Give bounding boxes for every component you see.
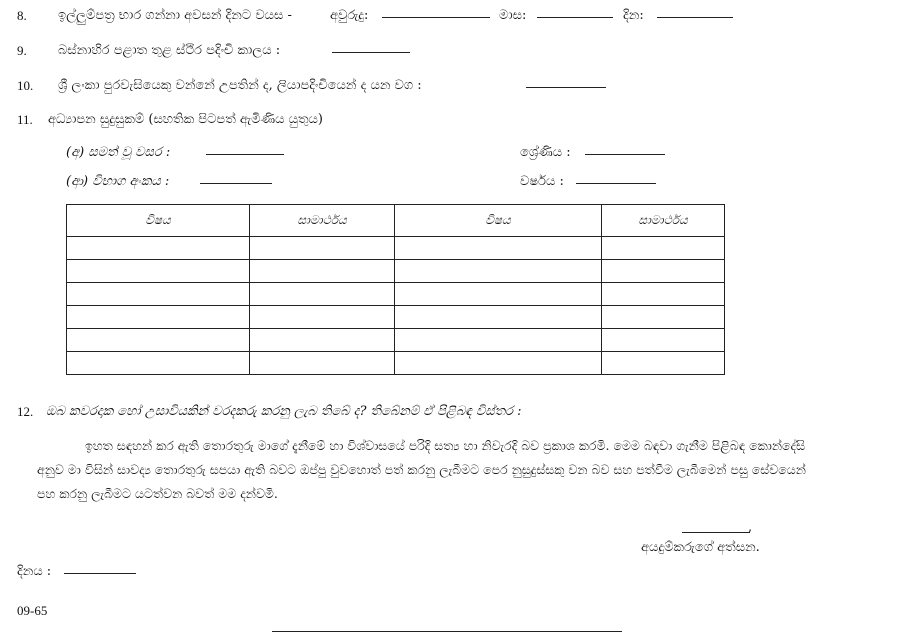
table-cell[interactable] — [250, 237, 395, 260]
footer-divider — [272, 631, 622, 632]
table-cell[interactable] — [395, 329, 602, 352]
table-header-pass-1: සාමාර්ථය — [250, 205, 395, 237]
item-8-days-label: දින: — [623, 8, 644, 23]
table-cell[interactable] — [602, 352, 725, 375]
table-cell[interactable] — [602, 306, 725, 329]
item-8-number: 8. — [17, 8, 27, 23]
item-10-field[interactable] — [526, 86, 606, 88]
item-9-field[interactable] — [332, 51, 410, 53]
table-header-row — [67, 205, 725, 237]
table-cell[interactable] — [602, 237, 725, 260]
footer-code: 09-65 — [17, 603, 48, 618]
table-cell[interactable] — [602, 329, 725, 352]
item-11-number: 11. — [17, 112, 33, 127]
item-8-months-label: මාස: — [499, 8, 527, 23]
signature-comma: , — [748, 520, 753, 535]
table-cell[interactable] — [67, 260, 250, 283]
table-cell[interactable] — [67, 283, 250, 306]
item-9-number: 9. — [17, 43, 27, 58]
item-10-number: 10. — [17, 78, 34, 93]
table-row — [67, 306, 725, 329]
table-cell[interactable] — [67, 306, 250, 329]
item-12-number: 12. — [17, 404, 34, 419]
item-8-months-field[interactable] — [537, 16, 613, 18]
table-cell[interactable] — [67, 352, 250, 375]
signature-label: අයදුම්කරුගේ අත්සන. — [641, 540, 760, 555]
item-8-years-field[interactable] — [382, 16, 490, 18]
item-11-b-label: (ආ) විභාග අංකය : — [66, 174, 170, 189]
table-header-subject-2: විෂය — [395, 205, 602, 237]
item-11-b-field[interactable] — [200, 182, 272, 184]
signature-field[interactable] — [682, 531, 750, 533]
table-cell[interactable] — [250, 329, 395, 352]
table-cell[interactable] — [395, 283, 602, 306]
table-cell[interactable] — [395, 260, 602, 283]
table-cell[interactable] — [602, 260, 725, 283]
item-8-days-field[interactable] — [657, 16, 733, 18]
table-row — [67, 283, 725, 306]
table-cell[interactable] — [250, 352, 395, 375]
item-11-year-field[interactable] — [576, 182, 656, 184]
table-cell[interactable] — [395, 352, 602, 375]
table-cell[interactable] — [250, 260, 395, 283]
item-8-years-label: අවුරුදු: — [330, 8, 369, 23]
item-11-label: අධ්‍යාපන සුදුසුකම් (සහතික පිටපත් ඇමිණිය යුතුය) — [48, 112, 323, 127]
table-cell[interactable] — [602, 283, 725, 306]
item-11-a-field[interactable] — [206, 153, 284, 155]
item-11-year-label: වර්ෂය : — [520, 174, 564, 189]
table-row — [67, 237, 725, 260]
subjects-table — [66, 204, 725, 375]
table-row — [67, 260, 725, 283]
declaration-paragraph: ඉහත සඳහන් කර ඇති තොරතුරු මාගේ දැනීමේ හා විශ්වාසයේ පරිදි සත්‍ය හා නිවැරදි බව ප්‍රකාශ කරමි. මෙම බඳවා ගැනීම පිළිබඳ කොන්දේසි අනුව මා විසින් සාවද්‍ය තොරතුරු සපයා ඇති බවට ඔප්පු වුවහොත් පත් කරනු ලැබීමට පෙර නුසුදුස්සකු වන බව සහ පත්වීම ලැබීමෙන් පසු සේවයෙන් පහ කරනු ලැබීමට යටත්වන බවත් මම දන්වමි. — [37, 438, 806, 501]
table-header-subject-1: විෂය — [67, 205, 250, 237]
item-11-grade-field[interactable] — [585, 153, 665, 155]
item-10-label: ශ්‍රී ලංකා පුරවැසියෙකු වන්නේ උපතින් ද, ලියාපදිංචියෙන් ද යන වග : — [58, 78, 422, 93]
table-cell[interactable] — [395, 237, 602, 260]
date-field[interactable] — [64, 572, 136, 574]
table-row — [67, 352, 725, 375]
item-11-a-label: (අ) සමත් වූ වසර : — [66, 145, 171, 160]
table-cell[interactable] — [67, 237, 250, 260]
table-header-pass-2: සාමාර්ථය — [602, 205, 725, 237]
item-11-grade-label: ශ්‍රේණිය : — [520, 145, 571, 160]
item-12-label: ඔබ කවරදාක හෝ උසාවියකින් වරදකරු කරනු ලැබ තිබේ ද? තිබේනම් ඒ පිළිබඳ විස්තර : — [46, 404, 522, 419]
table-cell[interactable] — [395, 306, 602, 329]
table-cell[interactable] — [250, 306, 395, 329]
table-cell[interactable] — [67, 329, 250, 352]
item-8-label: ඉල්ලුම්පත්‍ර භාර ගන්නා අවසන් දිනට වයස - — [58, 8, 292, 23]
item-9-label: බස්නාහිර පළාත තුළ ස්ථිර පදිංචි කාලය : — [58, 43, 281, 58]
table-cell[interactable] — [250, 283, 395, 306]
table-row — [67, 329, 725, 352]
date-label: දිනය : — [17, 564, 52, 579]
